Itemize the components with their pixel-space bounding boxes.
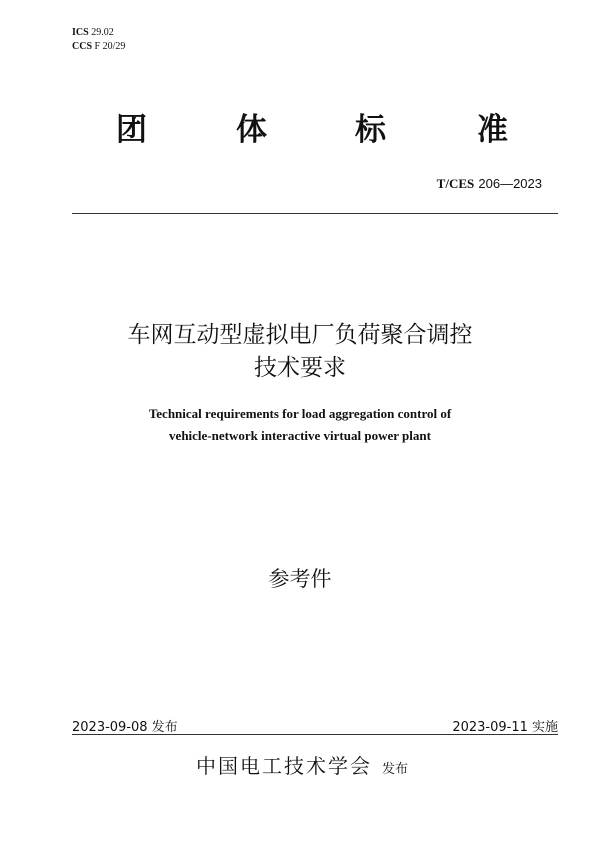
reference-label: 参考件: [268, 567, 332, 591]
ccs-label: CCS: [72, 41, 93, 52]
ics-value: 29.02: [91, 27, 114, 38]
standard-type-heading: [0, 104, 600, 150]
standard-type-char-1: 团: [116, 112, 147, 148]
bottom-divider: [72, 734, 558, 735]
english-title-line-2: vehicle-network interactive virtual power plant: [169, 428, 431, 443]
publish-date: 2023-09-08 发布: [72, 720, 178, 735]
standard-type-char-3: 标: [355, 112, 386, 148]
standard-type-char-2: 体: [236, 112, 267, 148]
ccs-value: F 20/29: [94, 41, 126, 52]
publisher-name: 中国电工技术学会: [196, 754, 372, 778]
top-divider: [72, 213, 558, 214]
ics-label: ICS: [72, 27, 89, 38]
publisher-action: 发布: [382, 762, 409, 777]
standard-number: [437, 176, 542, 192]
implement-date: 2023-09-11 实施: [452, 720, 558, 735]
ccs-code: [72, 40, 125, 54]
chinese-title-line-1: 车网互动型虚拟电厂负荷聚合调控: [127, 322, 473, 348]
standard-number-prefix: T/CES: [436, 176, 475, 191]
chinese-title-line-2: 技术要求: [254, 355, 346, 381]
english-title-line-1: Technical requirements for load aggregation control of: [148, 406, 452, 421]
classification-codes: [72, 26, 125, 54]
standard-number-value: 206—2023: [478, 176, 542, 191]
ics-code: [72, 26, 125, 40]
standard-type-char-4: 准: [477, 112, 508, 148]
publisher: [196, 750, 408, 779]
